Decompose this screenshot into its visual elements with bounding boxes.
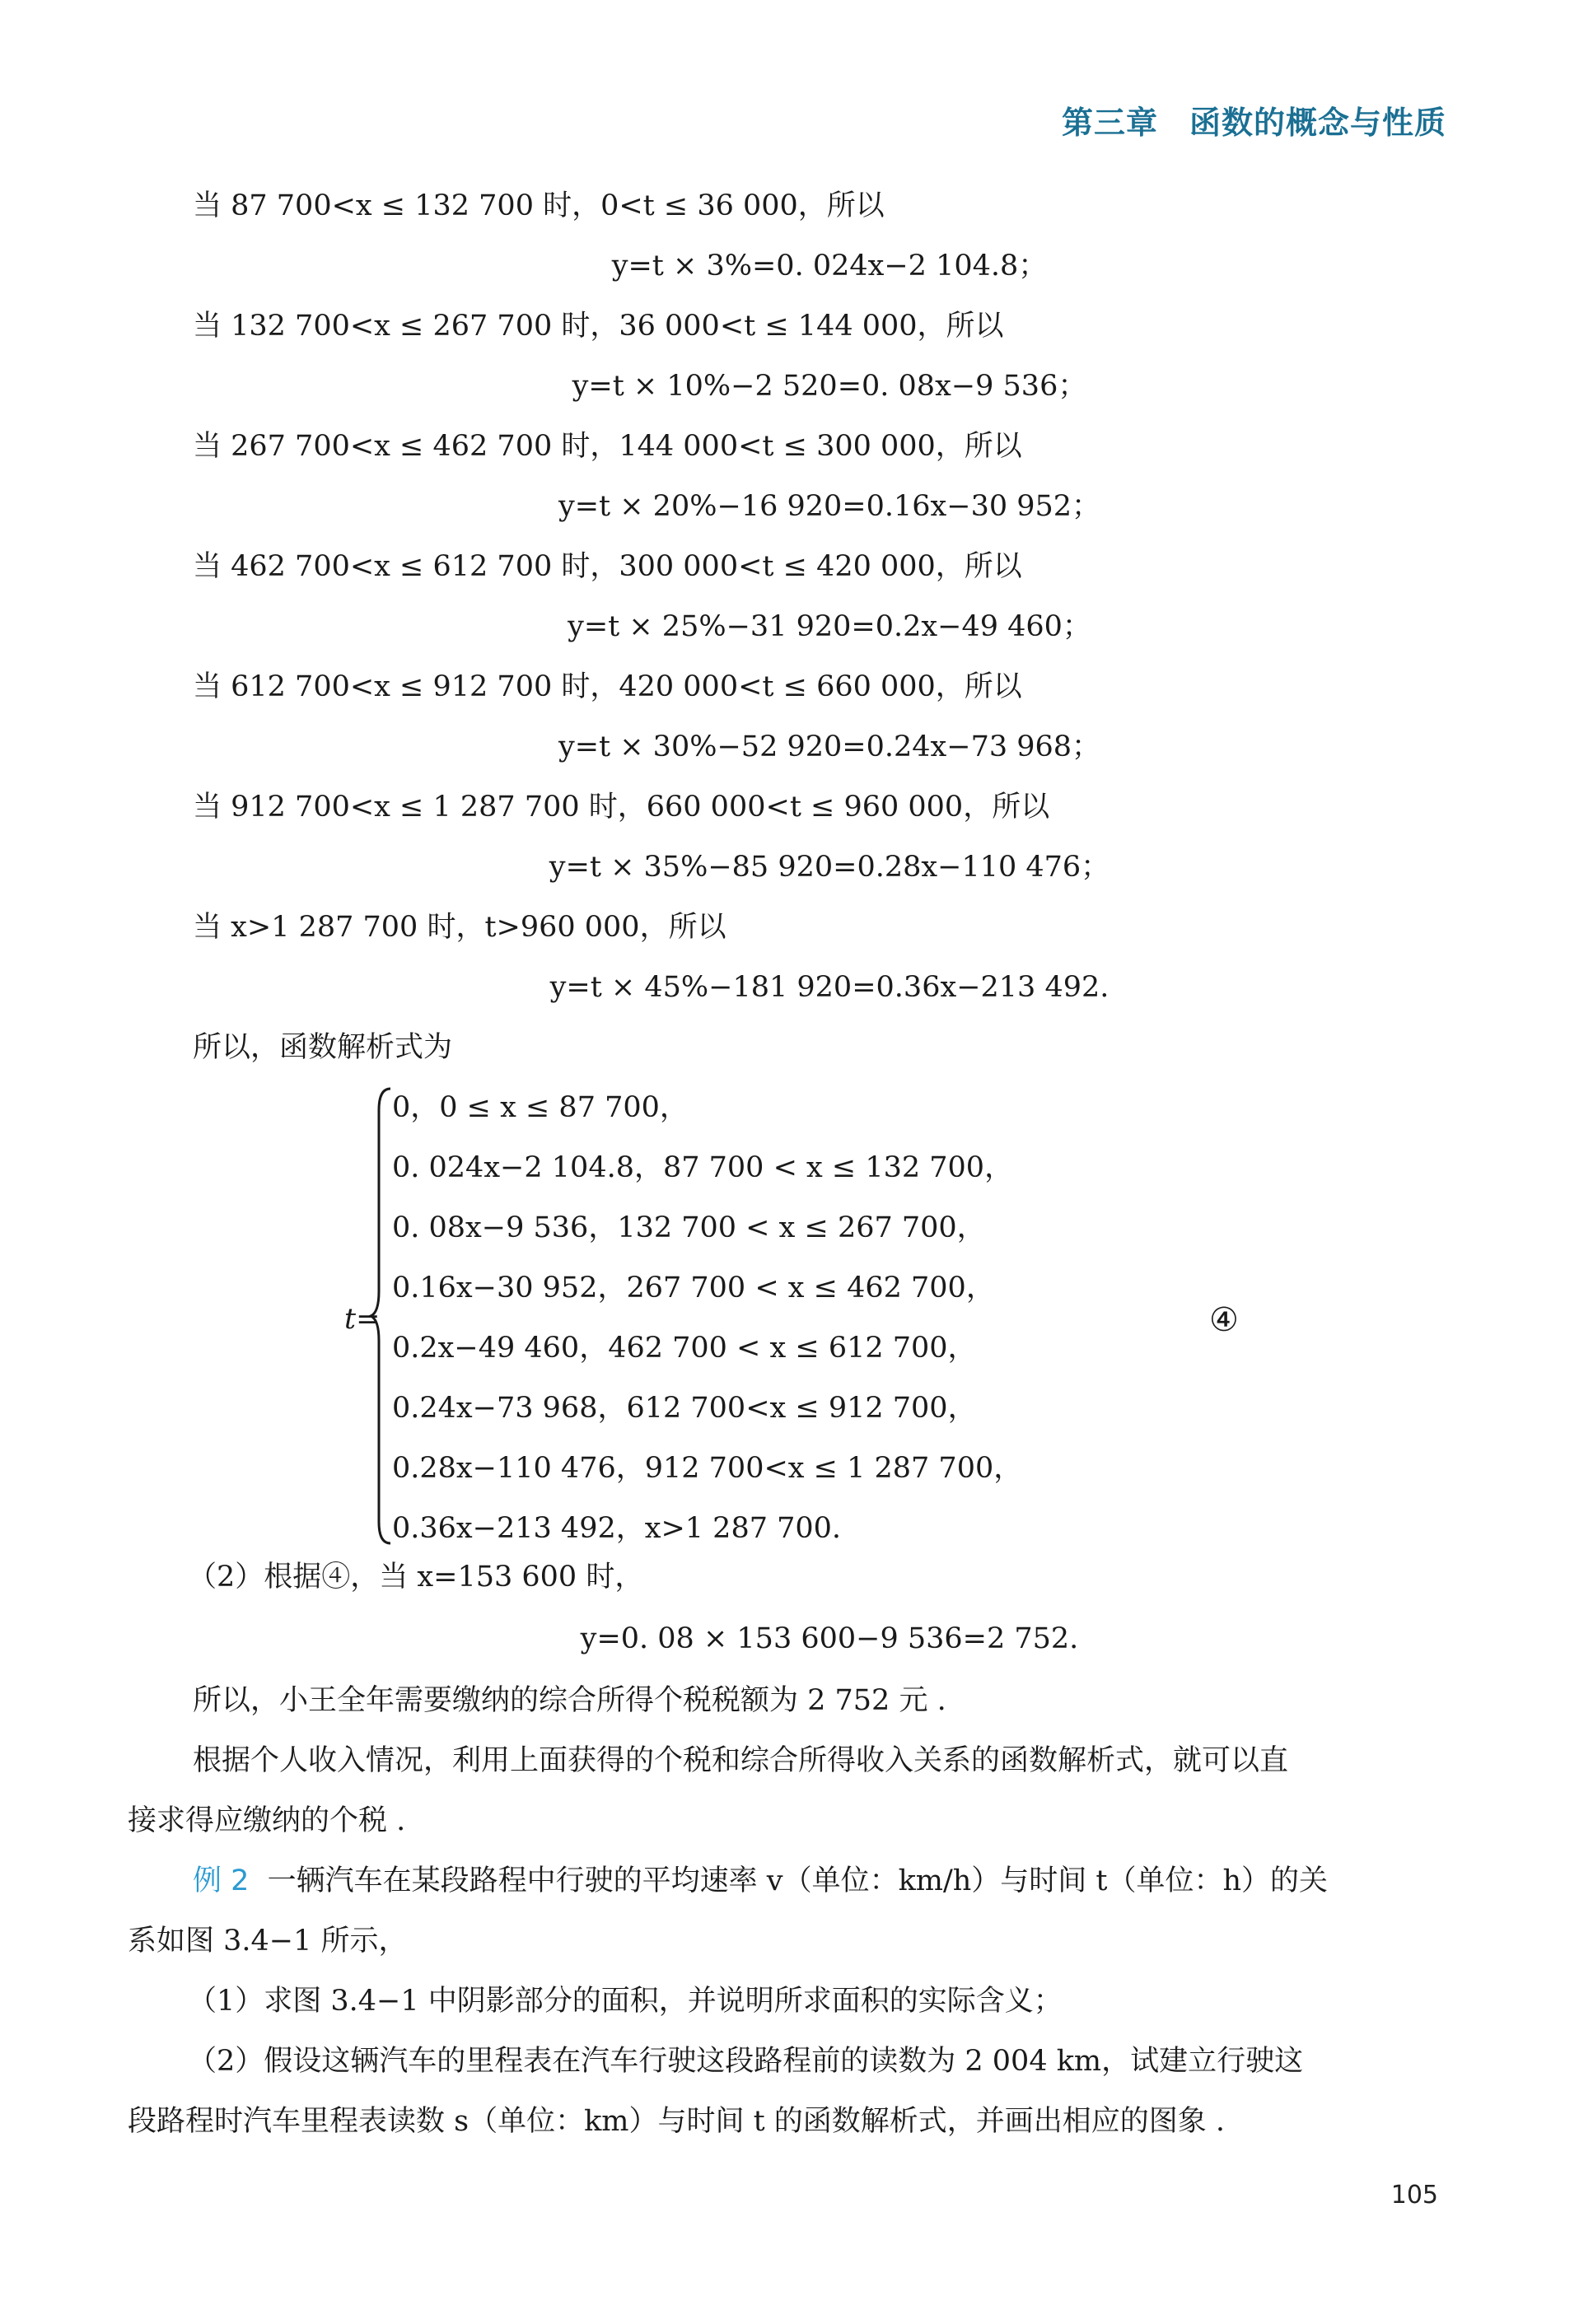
example-2-question-2a: （2）假设这辆汽车的里程表在汽车行驶这段路程前的读数为 2 004 km，试建立行驶这: [188, 2045, 1304, 2078]
condition-line-4: 当 462 700<x ≤ 612 700 时，300 000<t ≤ 420 000，所以: [193, 550, 1022, 583]
condition-line-3: 当 267 700<x ≤ 462 700 时，144 000<t ≤ 300 000，所以: [193, 430, 1022, 463]
paragraph-line-1: 根据个人收入情况，利用上面获得的个税和综合所得收入关系的函数解析式，就可以直: [193, 1744, 1289, 1777]
equation-line-2: y=t × 10%−2 520=0. 08x−9 536；: [572, 370, 1087, 403]
chapter-title: 函数的概念与性质: [1189, 105, 1446, 141]
piecewise-case-3: 0. 08x−9 536，132 700 < x ≤ 267 700，: [392, 1211, 986, 1244]
equation-line-3: y=t × 20%−16 920=0.16x−30 952；: [558, 490, 1101, 523]
piecewise-case-8: 0.36x−213 492，x>1 287 700.: [392, 1512, 842, 1545]
conclusion: 所以，小王全年需要缴纳的综合所得个税税额为 2 752 元 .: [193, 1684, 946, 1717]
piecewise-case-6: 0.24x−73 968，612 700<x ≤ 912 700，: [392, 1392, 977, 1425]
condition-line-6: 当 912 700<x ≤ 1 287 700 时，660 000<t ≤ 960 000，所以: [193, 791, 1050, 824]
example-2-line-1: [193, 1860, 1328, 1902]
example-2-question-2b: 段路程时汽车里程表读数 s（单位：km）与时间 t 的函数解析式，并画出相应的图象 .: [128, 2105, 1226, 2138]
left-brace: [369, 1085, 394, 1547]
piecewise-case-1: 0，0 ≤ x ≤ 87 700，: [392, 1091, 689, 1124]
piecewise-case-7: 0.28x−110 476，912 700<x ≤ 1 287 700，: [392, 1452, 1023, 1485]
piecewise-case-2: 0. 024x−2 104.8，87 700 < x ≤ 132 700，: [392, 1151, 1014, 1184]
equation-line-6: y=t × 35%−85 920=0.28x−110 476；: [549, 851, 1110, 884]
piecewise-lhs: t=: [344, 1303, 381, 1336]
page-number: 105: [1390, 2181, 1438, 2210]
equation-line-5: y=t × 30%−52 920=0.24x−73 968；: [558, 730, 1101, 763]
example-2-text: 一辆汽车在某段路程中行驶的平均速率 v（单位：km/h）与时间 t（单位：h）的关: [267, 1864, 1329, 1897]
piecewise-case-4: 0.16x−30 952，267 700 < x ≤ 462 700，: [392, 1272, 995, 1304]
example-2-line-2: 系如图 3.4−1 所示，: [128, 1925, 408, 1958]
equation-line-1: y=t × 3%=0. 024x−2 104.8；: [611, 250, 1048, 282]
piecewise-case-5: 0.2x−49 460，462 700 < x ≤ 612 700，: [392, 1332, 977, 1365]
condition-line-5: 当 612 700<x ≤ 912 700 时，420 000<t ≤ 660 000，所以: [193, 670, 1022, 703]
condition-line-1: 当 87 700<x ≤ 132 700 时，0<t ≤ 36 000，所以: [193, 189, 885, 222]
example-2-label: 例 2: [193, 1864, 250, 1897]
chapter-header: [1062, 97, 1446, 142]
equation-line-4: y=t × 25%−31 920=0.2x−49 460；: [568, 610, 1091, 643]
part-2-intro: （2）根据④，当 x=153 600 时，: [188, 1561, 644, 1594]
condition-line-2: 当 132 700<x ≤ 267 700 时，36 000<t ≤ 144 000，所以: [193, 310, 1004, 343]
equation-number: ④: [1209, 1301, 1239, 1339]
condition-line-7: 当 x>1 287 700 时，t>960 000，所以: [193, 911, 726, 944]
example-2-question-1: （1）求图 3.4−1 中阴影部分的面积，并说明所求面积的实际含义；: [188, 1985, 1063, 2018]
intro-piecewise: 所以，函数解析式为: [193, 1031, 453, 1064]
equation-line-7: y=t × 45%−181 920=0.36x−213 492.: [549, 971, 1109, 1004]
part-2-equation: y=0. 08 × 153 600−9 536=2 752.: [580, 1622, 1079, 1655]
paragraph-line-2: 接求得应缴纳的个税 .: [128, 1804, 406, 1837]
chapter-number: 第三章: [1061, 105, 1158, 141]
